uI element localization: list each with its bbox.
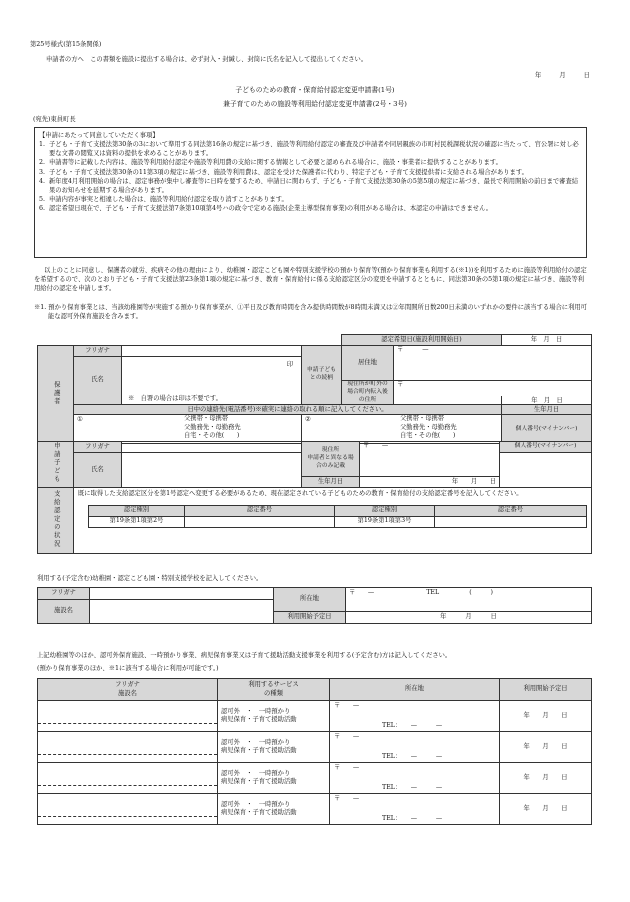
- name-label: 氏名: [74, 357, 122, 405]
- notice-item: 5. 申請内容が事実と相違した場合は、施設等利用給付認定を取り消すことがあります。: [39, 195, 288, 203]
- cert-type-label: 認定種別: [89, 505, 185, 516]
- relation-label: 申請子どもとの続柄: [302, 346, 342, 405]
- service-row: [38, 732, 592, 763]
- facility-start-label: 利用開始予定日: [274, 612, 346, 624]
- guardian-label: 保護者: [38, 346, 74, 444]
- cert-type-label: 認定種別: [335, 505, 435, 516]
- child-label: 申請子ども: [38, 442, 74, 488]
- col-start-header: 利用開始予定日: [500, 679, 592, 701]
- instruction: 申請者の方へ この書類を施設に提出する場合は、必ず封入・封緘し、封筒に氏名を記入して提出してください。: [46, 56, 368, 63]
- contact-1-options: 父携帯・母携帯 父勤務先・母勤務先 自宅・その他( ): [184, 415, 241, 440]
- service-location-field[interactable]: 〒 — TEL： — —: [330, 732, 500, 763]
- child-furigana-field[interactable]: [122, 442, 302, 453]
- child-address-field[interactable]: 〒 —: [360, 442, 500, 477]
- service-row: [38, 701, 592, 732]
- support-status-cell: [74, 488, 592, 554]
- child-birth-field[interactable]: 年 月 日: [360, 477, 500, 488]
- guardian-child-table: [37, 334, 592, 444]
- other-services-intro: 上記幼稚園等のほか、認可外保育施設、一時預かり事業、病児保育事業又は子育て援助活動支援事業を利用する(予定含む)方は記入してください。: [37, 652, 452, 659]
- note-1: ※1. 預かり保育事業とは、当該幼稚園等が実施する預かり保育事業が、①平日及び教育時間を含み提供時間数が8時間未満又は②年間開所日数200日未満のいずれかの要件に該当する場合に利用可能な認可外保育施設を含みます。: [34, 304, 587, 321]
- date-line: 年 月 日: [535, 72, 590, 79]
- service-location-field[interactable]: 〒 — TEL： — —: [330, 794, 500, 825]
- support-status-table: [37, 487, 592, 554]
- consent-notice-box: [34, 127, 587, 258]
- child-birth-label: 生年月日: [302, 477, 360, 488]
- service-location-field[interactable]: 〒 — TEL： — —: [330, 763, 500, 794]
- service-location-field[interactable]: 〒 — TEL： — —: [330, 701, 500, 732]
- transfer-address-field[interactable]: 〒: [394, 381, 592, 405]
- service-start-field[interactable]: 年 月 日: [500, 732, 592, 763]
- col-location-header: 所在地: [330, 679, 500, 701]
- facility-table: [37, 587, 592, 624]
- service-facility-field[interactable]: [38, 701, 218, 732]
- service-facility-field[interactable]: [38, 794, 218, 825]
- child-mynumber-label: 個人番号(マイナンバー): [500, 442, 592, 453]
- service-start-field[interactable]: 年 月 日: [500, 701, 592, 732]
- contact-2-options: 父携帯・母携帯 父勤務先・母勤務先 自宅・その他( ): [400, 415, 457, 440]
- addressee: (宛先)東員町長: [33, 116, 76, 123]
- notice-item: 4. 新年度4月利用開始の場合は、認定事務が集中し審査等に日時を要するため、申請日に関わらず、子ども・子育て支援法第30条の5第5項の規定に基づき、最長で利用開始の前日まで審査結果のお知らせを延期する場合があります。: [39, 177, 579, 194]
- cert-number-1-field[interactable]: [185, 516, 335, 527]
- facility-furigana-field[interactable]: [90, 588, 274, 600]
- seal-mark: 印: [286, 361, 293, 368]
- notice-heading: 【申請にあたって同意していただく事項】: [39, 132, 159, 139]
- child-name-field[interactable]: [122, 453, 302, 488]
- other-services-intro-2: (預かり保育事業のほか、※1に該当する場合に利用が可能です。): [37, 665, 219, 672]
- notice-item: 3. 子ども・子育て支援法第30条の11第3項の規定に基づき、施設等利用費は、認定を受けた保護者に代わり、特定子ども・子育て支援提供者に支給される場合があります。: [39, 168, 528, 176]
- daytime-contact-label: 日中の連絡先(電話番号)※確実に連絡の取れる順に記入してください。: [74, 405, 502, 415]
- col-service-header: 利用するサービス の種類: [218, 679, 330, 701]
- notice-item: 6. 認定希望日現在で、子ども・子育て支援法第7条第10項第4号ハの政令で定める施設(企業主導型保育事業)の利用がある場合は、本認定の申請はできません。: [39, 205, 493, 212]
- child-address-label: 現住所 申請者と異なる場合のみ記載: [302, 442, 360, 477]
- notice-item: 1. 子ども・子育て支援法第30条の3において準用する同法第16条の規定に基づき、施設等利用給付認定の審査及び申請者や同居親族の市町村民税課税状況の確認に当たって、官公署に対し必要な文書の閲覧又は資料の提供を求めることがあります。: [39, 141, 579, 158]
- service-facility-field[interactable]: [38, 732, 218, 763]
- furigana-label: フリガナ: [74, 346, 122, 357]
- address-label: 居住地: [342, 346, 394, 381]
- guardian-mynumber-label: 個人番号(マイナンバー): [502, 415, 592, 444]
- other-services-table: [37, 678, 592, 825]
- facility-intro: 利用する(予定含む)幼稚園・認定こども園・特別支援学校を記入してください。: [37, 575, 263, 582]
- cert-type-1: 第19条第1項第2号: [89, 516, 185, 527]
- service-facility-field[interactable]: [38, 763, 218, 794]
- service-type-options[interactable]: 認可外 ・ 一時預かり 病児保育・子育て援助活動: [218, 794, 330, 825]
- service-type-options[interactable]: 認可外 ・ 一時預かり 病児保育・子育て援助活動: [218, 732, 330, 763]
- notice-item: 2. 申請書等に記載した内容は、施設等利用給付認定や施設等利用費の支給に関する情報として必要と認められる場合に、施設・事業者に提供することがあります。: [39, 159, 502, 167]
- title-1: 子どものための教育・保育給付認定変更申請書(1号): [235, 86, 395, 94]
- facility-start-field[interactable]: 年 月 日: [346, 612, 592, 624]
- service-type-options[interactable]: 認可外 ・ 一時預かり 病児保育・子育て援助活動: [218, 701, 330, 732]
- outside-town-label: 現住所が町外の場合町内転入後の住所: [342, 381, 394, 405]
- cert-number-label: 認定番号: [185, 505, 335, 516]
- cert-number-2-field[interactable]: [435, 516, 587, 527]
- col-facility-header: フリガナ 施設名: [38, 679, 218, 701]
- facility-location-field[interactable]: 〒 — TEL ( ): [346, 588, 592, 612]
- cert-table: [88, 505, 587, 528]
- facility-location-label: 所在地: [274, 588, 346, 612]
- facility-name-field[interactable]: [90, 600, 274, 624]
- consent-paragraph: 以上のことに同意し、保護者の就労、疾病その他の理由により、幼稚園・認定こども園や特別支援学校の預かり保育等(預かり保育事業も利用する(※1))を利用するために施設等利用給付の認定を希望するので、次のとおり子ども・子育て支援法第23条第1項の規定に基づき、教育・保育給付に係る支給認定区分の変更を申請するとともに、同法第30条の5第1項の規定に基づき、施設等利用給付の認定を申請します。: [34, 267, 587, 293]
- service-row: [38, 763, 592, 794]
- contact-1-cell[interactable]: ① 父携帯・母携帯 父勤務先・母勤務先 自宅・その他( ): [74, 415, 302, 444]
- title-2: 兼子育てのための施設等利用給付認定変更申請書(2号・3号): [223, 100, 407, 108]
- guardian-furigana-field[interactable]: [122, 346, 302, 357]
- child-mynumber-field[interactable]: [500, 453, 592, 488]
- form-number: 第25号様式(第15条関係): [30, 41, 102, 48]
- facility-furigana-label: フリガナ: [38, 588, 90, 600]
- cert-number-label: 認定番号: [435, 505, 587, 516]
- facility-name-label: 施設名: [38, 600, 90, 624]
- service-start-field[interactable]: 年 月 日: [500, 763, 592, 794]
- guardian-address-field[interactable]: 〒 —: [394, 346, 592, 381]
- birth-label: 生年月日: [502, 405, 592, 415]
- self-sign-note: ※ 自署の場合は印は不要です。: [128, 394, 222, 402]
- service-start-field[interactable]: 年 月 日: [500, 794, 592, 825]
- guardian-birth-field[interactable]: 年 月 日: [501, 396, 592, 406]
- desired-date-label: 認定希望日(施設利用開始日): [342, 335, 502, 346]
- guardian-name-field[interactable]: [122, 357, 302, 405]
- child-name-label: 氏名: [74, 453, 122, 488]
- support-status-text: 既に取得した支給認定区分を第1号認定へ変更する必要があるため、現在認定されている子どものための教育・保育給付の支給認定番号を記入してください。: [78, 490, 523, 497]
- service-row: [38, 794, 592, 825]
- desired-date-field[interactable]: 年 月 日: [502, 335, 592, 346]
- child-furigana-label: フリガナ: [74, 442, 122, 453]
- cert-type-2: 第19条第1項第3号: [335, 516, 435, 527]
- service-type-options[interactable]: 認可外 ・ 一時預かり 病児保育・子育て援助活動: [218, 763, 330, 794]
- contact-2-cell[interactable]: ② 父携帯・母携帯 父勤務先・母勤務先 自宅・その他( ): [302, 415, 502, 444]
- support-status-label: 支給認定の状況: [38, 488, 74, 554]
- child-table: [37, 441, 592, 488]
